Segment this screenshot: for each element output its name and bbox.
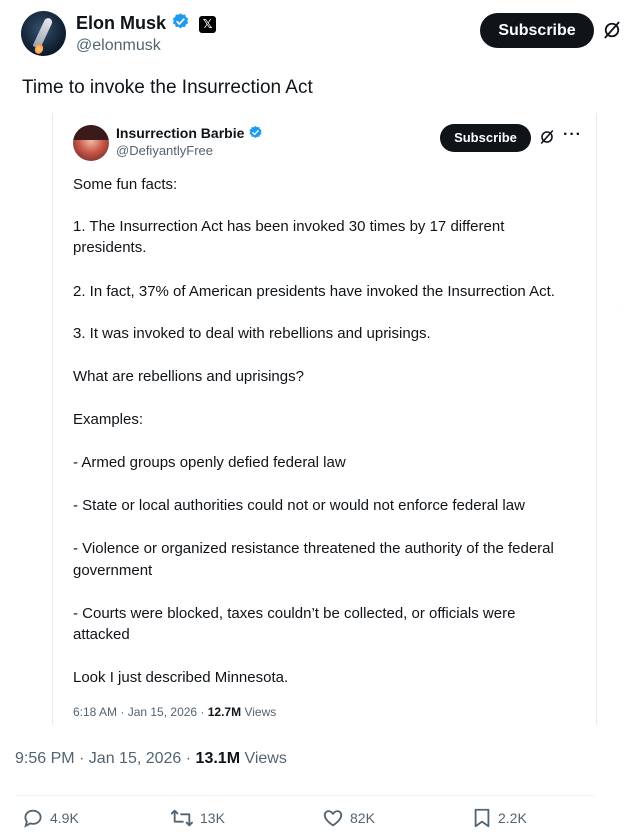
quoted-post-meta [73,705,276,719]
repost-button[interactable] [170,807,225,829]
x-affiliation-icon[interactable]: 𝕏 [199,16,216,33]
quoted-text-line: Some fun facts: [73,176,178,193]
quoted-timestamp[interactable]: 6:18 AM · Jan 15, 2026 · [73,705,208,719]
more-options-icon[interactable]: ··· [563,126,582,143]
like-button[interactable] [322,807,375,829]
quoted-text-line: 3. It was invoked to deal with rebellions and uprisings. [73,325,431,342]
quoted-author-handle[interactable]: @DefiyantlyFree [116,143,214,158]
quoted-author-name[interactable]: Insurrection Barbie [116,125,245,141]
reply-button[interactable] [22,807,79,829]
repost-icon [170,807,194,829]
like-count: 82K [350,810,375,826]
verified-badge-icon [171,12,190,36]
author-handle[interactable]: @elonmusk [76,37,161,54]
author-name-row[interactable] [76,12,216,36]
tweet-meta [15,750,287,768]
verified-badge-icon [248,125,263,143]
tweet-views-count: 13.1M [195,750,241,767]
quoted-views-label: Views [241,705,277,719]
reply-count: 4.9K [50,810,79,826]
grok-icon[interactable] [602,20,622,45]
quoted-text-line: - Armed groups openly defied federal law [73,454,346,471]
tweet-text: Time to invoke the Insurrection Act [22,77,313,98]
author-avatar[interactable] [21,11,66,56]
quoted-text-line: attacked [73,626,130,643]
quoted-text-line: - Courts were blocked, taxes couldn’t be collected, or officials were [73,605,516,622]
quoted-author-avatar[interactable] [73,125,109,161]
quoted-subscribe-button[interactable]: Subscribe [440,124,531,152]
author-name[interactable]: Elon Musk [76,12,167,33]
bookmark-count: 2.2K [498,810,527,826]
repost-count: 13K [200,810,225,826]
quoted-text-line: presidents. [73,239,147,256]
tweet-timestamp[interactable]: 9:56 PM · Jan 15, 2026 · [15,750,196,767]
tweet-views-label: Views [240,750,287,767]
quoted-text-line: - State or local authorities could not or would not enforce federal law [73,497,525,514]
quoted-text-line: 1. The Insurrection Act has been invoked 30 times by 17 different [73,218,505,235]
quoted-views-count: 12.7M [207,705,242,719]
quoted-text-line: government [73,562,153,579]
quoted-text-line: What are rebellions and uprisings? [73,368,304,385]
quoted-text-line: Examples: [73,411,144,428]
heart-icon [322,807,344,829]
divider [618,308,619,309]
quoted-text-line: 2. In fact, 37% of American presidents have invoked the Insurrection Act. [73,283,555,300]
quoted-author-name-row[interactable] [116,125,263,143]
reply-icon [22,807,44,829]
subscribe-button[interactable]: Subscribe [480,13,594,48]
divider [15,795,595,796]
quoted-text-line: - Violence or organized resistance threatened the authority of the federal [73,540,554,557]
bookmark-button[interactable] [472,807,527,829]
quoted-text-line: Look I just described Minnesota. [73,669,289,686]
bookmark-icon [472,807,492,829]
grok-icon[interactable] [539,129,555,150]
